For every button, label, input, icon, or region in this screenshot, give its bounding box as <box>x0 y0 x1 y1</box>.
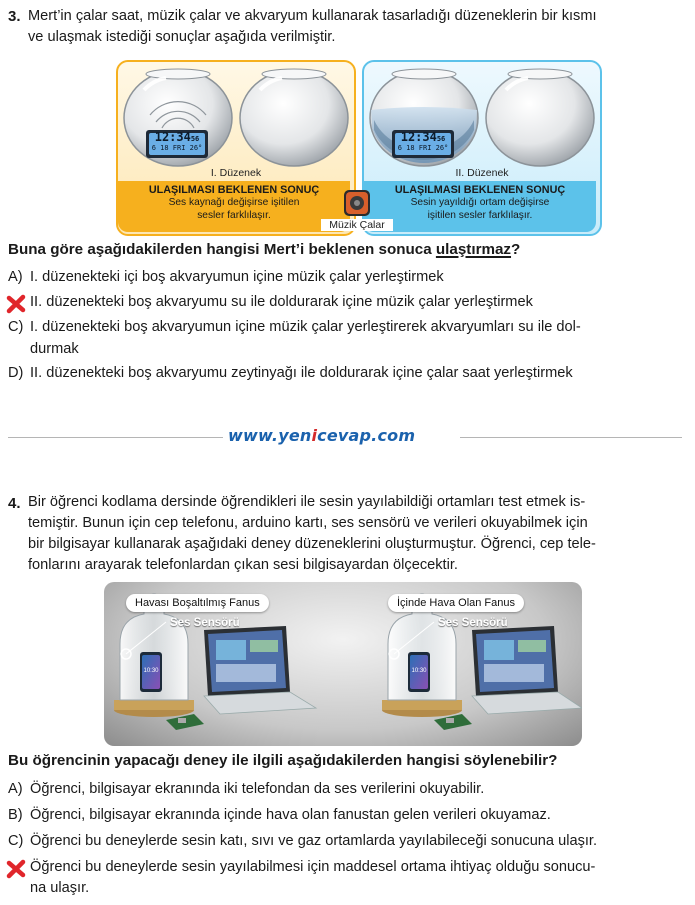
right-laptop <box>472 626 582 714</box>
q3-option-c-cont: durmak <box>30 341 79 357</box>
q4-number: 4. <box>8 495 21 512</box>
result-box-2-title: ULAŞILMASI BEKLENEN SONUÇ <box>394 184 566 196</box>
q3-stem <box>28 6 683 48</box>
right-phone-time: 10:30 <box>411 668 427 674</box>
q3-question-emph: ulaştırmaz <box>435 241 512 258</box>
q3-stem-line2: ve ulaşmak istediği sonuçlar aşağıda verilmiştir. <box>28 29 336 45</box>
clock2-time: 12:3456 <box>400 130 446 144</box>
clock1-time: 12:3456 <box>154 130 200 144</box>
divider-left <box>8 437 223 438</box>
left-laptop <box>204 626 316 714</box>
site-brand[interactable]: www.yenicevap.com <box>228 426 416 445</box>
clock1-date: 6 18 FRI 26° <box>151 144 203 152</box>
q4-stem-line3: bir bilgisayar kullanarak aşağıdaki deney düzeneklerini oluşturmuştur. Öğrenci, cep tele- <box>28 536 596 552</box>
setup1-label: I. Düzenek <box>210 167 262 179</box>
bowl-2b <box>486 69 594 166</box>
q4-figure <box>104 582 582 746</box>
q3-question-prefix: Buna göre aşağıdakilerden hangisi Mert’i beklenen sonuca <box>8 241 436 258</box>
left-sensor-label: Ses Sensörü <box>170 617 240 629</box>
q3-figure <box>116 60 600 238</box>
music-player-icon <box>342 188 372 218</box>
q4-stem-line4: fonlarını arayarak telefonlardan çıkan sesi bilgisayardan ölçecektir. <box>28 557 458 573</box>
q3-option-a[interactable]: A) I. düzenekteki içi boş akvaryumun içine müzik çalar yerleştirmek <box>8 269 444 285</box>
result-box-2 <box>364 181 596 232</box>
setup2-label: II. Düzenek <box>455 167 509 179</box>
q3-option-c[interactable]: C) I. düzenekteki boş akvaryumun içine müzik çalar yerleştirerek akvaryumları su ile dol- <box>8 319 581 335</box>
right-arduino-icon <box>434 714 472 730</box>
q4-option-c[interactable]: C) Öğrenci bu deneylerde sesin katı, sıvı ve gaz ortamlarda yayılabileceği sonucuna ulaşır. <box>8 833 598 849</box>
q3-option-b[interactable]: II. düzenekteki boş akvaryumu su ile doldurarak içine müzik çalar yerleştirmek <box>30 294 533 310</box>
result-box-2-line2: işitilen sesler farklılaşır. <box>427 210 533 221</box>
q4-option-b[interactable]: B) Öğrenci, bilgisayar ekranında içinde hava olan fanustan gelen verileri okuyamaz. <box>8 807 551 823</box>
left-phone-time: 10:30 <box>143 668 159 674</box>
q3-question <box>8 241 520 258</box>
q3-stem-line1: Mert’in çalar saat, müzik çalar ve akvaryum kullanarak tasarladığı düzeneklerin bir kısmı <box>28 8 597 24</box>
clock2-date: 6 18 FRI 26° <box>397 144 449 152</box>
q3-question-suffix: ? <box>511 241 521 258</box>
q4-stem <box>28 492 677 576</box>
result-box-2-line1: Sesin yayıldığı ortam değişirse <box>410 197 550 208</box>
q4-question: Bu öğrencinin yapacağı deney ile ilgili aşağıdakilerden hangisi söylenebilir? <box>8 752 558 769</box>
divider-right <box>460 437 682 438</box>
q4-stem-line1: Bir öğrenci kodlama dersinde öğrendikleri ile sesin yayılabildiği ortamları test etmek is- <box>28 494 586 510</box>
q3-number: 3. <box>8 8 21 25</box>
bowl-1b <box>240 69 348 166</box>
right-sensor-label: Ses Sensörü <box>438 617 508 629</box>
q4-option-a[interactable]: A) Öğrenci, bilgisayar ekranında iki telefondan da ses verilerini okuyabilir. <box>8 781 485 797</box>
q3-option-d[interactable]: D) II. düzenekteki boş akvaryumu zeytinyağı ile doldurarak içine çalar saat yerleştirmek <box>8 365 573 381</box>
music-player-label: Müzik Çalar <box>321 219 393 231</box>
q4-option-d-cont: na ulaşır. <box>30 880 90 896</box>
wrong-answer-cross-icon <box>6 294 26 314</box>
q4-option-d[interactable]: Öğrenci bu deneylerde sesin yayılabilmesi için maddesel ortama ihtiyaç olduğu sonucu- <box>30 859 596 875</box>
result-box-1-line1: Ses kaynağı değişirse işitilen <box>168 197 300 208</box>
result-box-1-title: ULAŞILMASI BEKLENEN SONUÇ <box>148 184 320 196</box>
result-box-1 <box>118 181 350 232</box>
result-box-1-line2: sesler farklılaşır. <box>197 210 271 221</box>
q4-stem-line2: temiştir. Bunun için cep telefonu, arduino kartı, ses sensörü ve verileri okuyabilmek için <box>28 515 588 531</box>
marked-answer-cross-icon <box>6 859 26 879</box>
left-jar-label: Havası Boşaltılmış Fanus <box>126 594 269 612</box>
left-arduino-icon <box>166 714 204 730</box>
right-jar-label: İçinde Hava Olan Fanus <box>388 594 524 612</box>
